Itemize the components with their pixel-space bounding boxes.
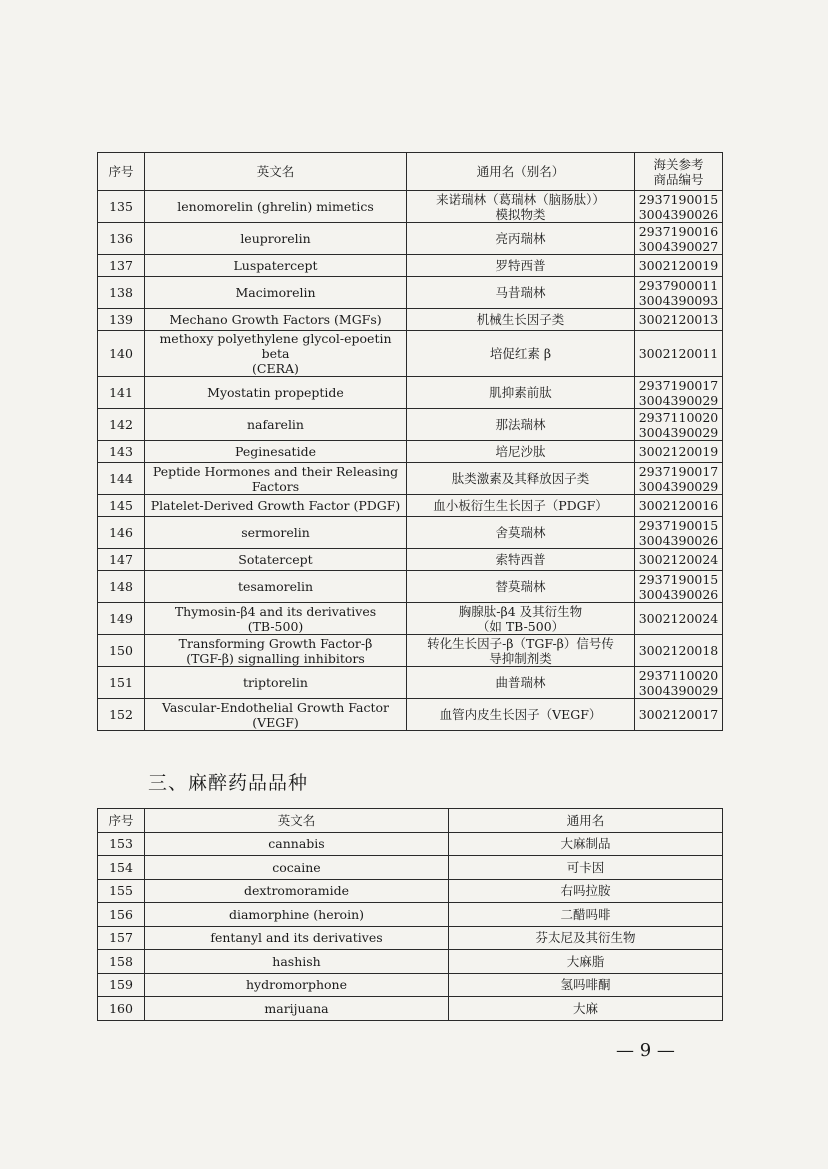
customs-code	[635, 571, 723, 603]
row-number: 137	[98, 255, 145, 277]
common-name: 大麻	[449, 997, 723, 1021]
header-common-name: 通用名（别名）	[407, 153, 635, 191]
common-name: 右吗拉胺	[449, 879, 723, 903]
english-name: marijuana	[145, 997, 449, 1021]
row-number: 160	[98, 997, 145, 1021]
customs-code-line: 3004390026	[638, 586, 719, 602]
customs-code-line: 3002120019	[638, 444, 719, 459]
narcotics-table-body	[98, 809, 723, 1021]
english-name-line: (TGF-β) signalling inhibitors	[186, 650, 365, 666]
common-name	[407, 191, 635, 223]
customs-code-line: 3004390027	[638, 238, 719, 254]
customs-code-line: 2937900011	[638, 277, 719, 293]
table-row	[98, 856, 723, 880]
common-name-line: 导抑制剂类	[489, 650, 552, 666]
header-customs-code	[635, 153, 723, 191]
common-name-line: 机械生长因子类	[476, 312, 565, 327]
common-name-line: 曲普瑞林	[495, 675, 546, 690]
customs-code	[635, 635, 723, 667]
english-name-line: Sotatercept	[238, 552, 313, 567]
common-name-line: 培尼沙肽	[495, 444, 546, 459]
table-header-row	[98, 809, 723, 833]
customs-code	[635, 495, 723, 517]
customs-code	[635, 549, 723, 571]
table-row	[98, 997, 723, 1021]
customs-code-line: 3002120024	[638, 611, 719, 626]
table-row	[98, 549, 723, 571]
common-name-line: 血小板衍生生长因子（PDGF）	[433, 498, 608, 513]
english-name: dextromoramide	[145, 879, 449, 903]
customs-code	[635, 463, 723, 495]
common-name-line: 罗特西普	[495, 258, 546, 273]
table-row	[98, 635, 723, 667]
common-name	[407, 223, 635, 255]
common-name-line: 胸腺肽-β4 及其衍生物	[458, 603, 583, 619]
common-name	[407, 377, 635, 409]
common-name: 芬太尼及其衍生物	[449, 926, 723, 950]
common-name	[407, 699, 635, 731]
header-common-name: 通用名	[449, 809, 723, 833]
english-name: hashish	[145, 950, 449, 974]
row-number: 147	[98, 549, 145, 571]
header-no: 序号	[98, 809, 145, 833]
customs-code-line: 3002120019	[638, 258, 719, 273]
customs-code	[635, 191, 723, 223]
common-name	[407, 603, 635, 635]
customs-code-line: 2937190017	[638, 463, 719, 479]
customs-code-line: 2937110020	[638, 409, 719, 425]
table-row	[98, 223, 723, 255]
common-name: 二醋吗啡	[449, 903, 723, 927]
customs-code-line: 3004390029	[638, 392, 719, 408]
common-name	[407, 309, 635, 331]
english-name	[145, 377, 407, 409]
english-name-line: Peginesatide	[235, 444, 316, 459]
row-number: 152	[98, 699, 145, 731]
customs-code-line: 2937190017	[638, 377, 719, 393]
common-name: 氢吗啡酮	[449, 973, 723, 997]
common-name: 大麻制品	[449, 832, 723, 856]
table-row	[98, 377, 723, 409]
row-number: 146	[98, 517, 145, 549]
english-name-line: Macimorelin	[235, 285, 316, 300]
english-name	[145, 191, 407, 223]
english-name: hydromorphone	[145, 973, 449, 997]
english-name	[145, 277, 407, 309]
narcotics-table	[97, 808, 723, 1021]
table-row	[98, 517, 723, 549]
common-name-line: 索特西普	[495, 552, 546, 567]
table-row	[98, 571, 723, 603]
table-header-row	[98, 153, 723, 191]
row-number: 140	[98, 331, 145, 377]
customs-code-line: 3002120018	[638, 643, 719, 658]
common-name-line: 培促红素 β	[489, 346, 552, 361]
english-name-line: lenomorelin (ghrelin) mimetics	[177, 199, 374, 214]
english-name	[145, 255, 407, 277]
common-name	[407, 549, 635, 571]
common-name-line: （如 TB-500）	[476, 618, 565, 634]
table-row	[98, 441, 723, 463]
common-name	[407, 331, 635, 377]
english-name-line: Thymosin-β4 and its derivatives	[174, 603, 377, 619]
common-name-line: 肽类激素及其释放因子类	[451, 471, 590, 486]
customs-code	[635, 277, 723, 309]
row-number: 154	[98, 856, 145, 880]
english-name: fentanyl and its derivatives	[145, 926, 449, 950]
table-row	[98, 331, 723, 377]
english-name-line: Mechano Growth Factors (MGFs)	[169, 312, 382, 327]
header-english-name: 英文名	[145, 153, 407, 191]
customs-code-line: 2937190016	[638, 223, 719, 239]
common-name	[407, 255, 635, 277]
customs-code-line: 3004390093	[638, 292, 719, 308]
english-name-line: Peptide Hormones and their Releasing	[152, 463, 399, 479]
customs-code-line: 2937190015	[638, 571, 719, 587]
english-name	[145, 517, 407, 549]
common-name	[407, 635, 635, 667]
row-number: 151	[98, 667, 145, 699]
table-row	[98, 950, 723, 974]
row-number: 143	[98, 441, 145, 463]
english-name	[145, 667, 407, 699]
common-name	[407, 409, 635, 441]
customs-code	[635, 255, 723, 277]
row-number: 157	[98, 926, 145, 950]
english-name-line: Factors	[251, 478, 300, 494]
english-name	[145, 409, 407, 441]
table-row	[98, 495, 723, 517]
common-name: 可卡因	[449, 856, 723, 880]
header-no: 序号	[98, 153, 145, 191]
customs-code	[635, 667, 723, 699]
header-code-line1: 海关参考	[653, 156, 704, 172]
common-name: 大麻脂	[449, 950, 723, 974]
row-number: 138	[98, 277, 145, 309]
row-number: 141	[98, 377, 145, 409]
common-name-line: 血管内皮生长因子（VEGF）	[439, 707, 602, 722]
table-row	[98, 277, 723, 309]
english-name-line: leuprorelin	[240, 231, 311, 246]
table-row	[98, 926, 723, 950]
row-number: 149	[98, 603, 145, 635]
customs-code-line: 3002120017	[638, 707, 719, 722]
customs-code-line: 3004390029	[638, 682, 719, 698]
table-row	[98, 309, 723, 331]
english-name	[145, 223, 407, 255]
row-number: 136	[98, 223, 145, 255]
customs-code-line: 2937190015	[638, 517, 719, 533]
common-name-line: 舍莫瑞林	[495, 525, 546, 540]
common-name-line: 马昔瑞林	[495, 285, 546, 300]
common-name-line: 肌抑素前肽	[489, 385, 552, 400]
english-name-line: (VEGF)	[252, 714, 299, 730]
row-number: 155	[98, 879, 145, 903]
english-name	[145, 635, 407, 667]
customs-code-line: 3002120011	[638, 346, 719, 361]
customs-code	[635, 223, 723, 255]
common-name	[407, 571, 635, 603]
customs-code	[635, 409, 723, 441]
english-name	[145, 571, 407, 603]
table-row	[98, 191, 723, 223]
row-number: 159	[98, 973, 145, 997]
english-name-line: triptorelin	[243, 675, 308, 690]
english-name-line: tesamorelin	[237, 579, 314, 594]
row-number: 150	[98, 635, 145, 667]
english-name-line: (CERA)	[252, 361, 299, 376]
english-name	[145, 699, 407, 731]
table-row	[98, 409, 723, 441]
customs-code	[635, 517, 723, 549]
common-name-line: 转化生长因子-β（TGF-β）信号传	[427, 635, 614, 651]
row-number: 144	[98, 463, 145, 495]
header-code-line2: 商品编号	[653, 171, 704, 187]
row-number: 148	[98, 571, 145, 603]
common-name-line: 亮丙瑞林	[495, 231, 546, 246]
common-name-line: 模拟物类	[495, 206, 546, 222]
customs-code-line: 2937110020	[638, 667, 719, 683]
english-name	[145, 495, 407, 517]
section-title: 三、麻醉药品品种	[148, 772, 309, 794]
english-name	[145, 463, 407, 495]
common-name	[407, 277, 635, 309]
hormone-table-body	[98, 153, 723, 731]
table-row	[98, 832, 723, 856]
common-name-line: 来诺瑞林（葛瑞林（脑肠肽））	[436, 191, 605, 207]
row-number: 139	[98, 309, 145, 331]
common-name-line: 那法瑞林	[495, 417, 546, 432]
table-row	[98, 463, 723, 495]
customs-code-line: 3002120024	[638, 552, 719, 567]
english-name	[145, 331, 407, 377]
common-name	[407, 495, 635, 517]
customs-code-line: 3002120016	[638, 498, 719, 513]
common-name	[407, 463, 635, 495]
english-name-line: Luspatercept	[233, 258, 318, 273]
table-row	[98, 255, 723, 277]
customs-code-line: 3004390029	[638, 424, 719, 440]
english-name-line: (TB-500)	[247, 618, 304, 634]
hormone-table	[97, 152, 723, 731]
table-row	[98, 903, 723, 927]
customs-code	[635, 377, 723, 409]
common-name	[407, 441, 635, 463]
row-number: 142	[98, 409, 145, 441]
customs-code-line: 3002120013	[638, 312, 719, 327]
header-english-name: 英文名	[145, 809, 449, 833]
table-row	[98, 973, 723, 997]
row-number: 158	[98, 950, 145, 974]
customs-code-line: 2937190015	[638, 191, 719, 207]
english-name-line: Platelet-Derived Growth Factor (PDGF)	[150, 498, 401, 513]
customs-code	[635, 699, 723, 731]
english-name-line: sermorelin	[241, 525, 310, 540]
customs-code	[635, 441, 723, 463]
english-name	[145, 441, 407, 463]
table-row	[98, 667, 723, 699]
common-name	[407, 667, 635, 699]
table-row	[98, 603, 723, 635]
customs-code-line: 3004390029	[638, 478, 719, 494]
customs-code-line: 3004390026	[638, 206, 719, 222]
english-name-line: Vascular-Endothelial Growth Factor	[161, 699, 390, 715]
english-name: cocaine	[145, 856, 449, 880]
page-number: — 9 —	[616, 1040, 675, 1061]
customs-code-line: 3004390026	[638, 532, 719, 548]
english-name-line: Myostatin propeptide	[207, 385, 344, 400]
english-name-line: nafarelin	[246, 417, 304, 432]
english-name-line: Transforming Growth Factor-β	[178, 635, 373, 651]
row-number: 156	[98, 903, 145, 927]
common-name-line: 替莫瑞林	[495, 579, 546, 594]
table-row	[98, 699, 723, 731]
english-name: cannabis	[145, 832, 449, 856]
common-name	[407, 517, 635, 549]
english-name	[145, 603, 407, 635]
english-name	[145, 309, 407, 331]
english-name-line: methoxy polyethylene glycol-epoetin beta	[159, 331, 392, 361]
row-number: 145	[98, 495, 145, 517]
customs-code	[635, 331, 723, 377]
table-row	[98, 879, 723, 903]
row-number: 153	[98, 832, 145, 856]
row-number: 135	[98, 191, 145, 223]
customs-code	[635, 309, 723, 331]
customs-code	[635, 603, 723, 635]
english-name: diamorphine (heroin)	[145, 903, 449, 927]
english-name	[145, 549, 407, 571]
